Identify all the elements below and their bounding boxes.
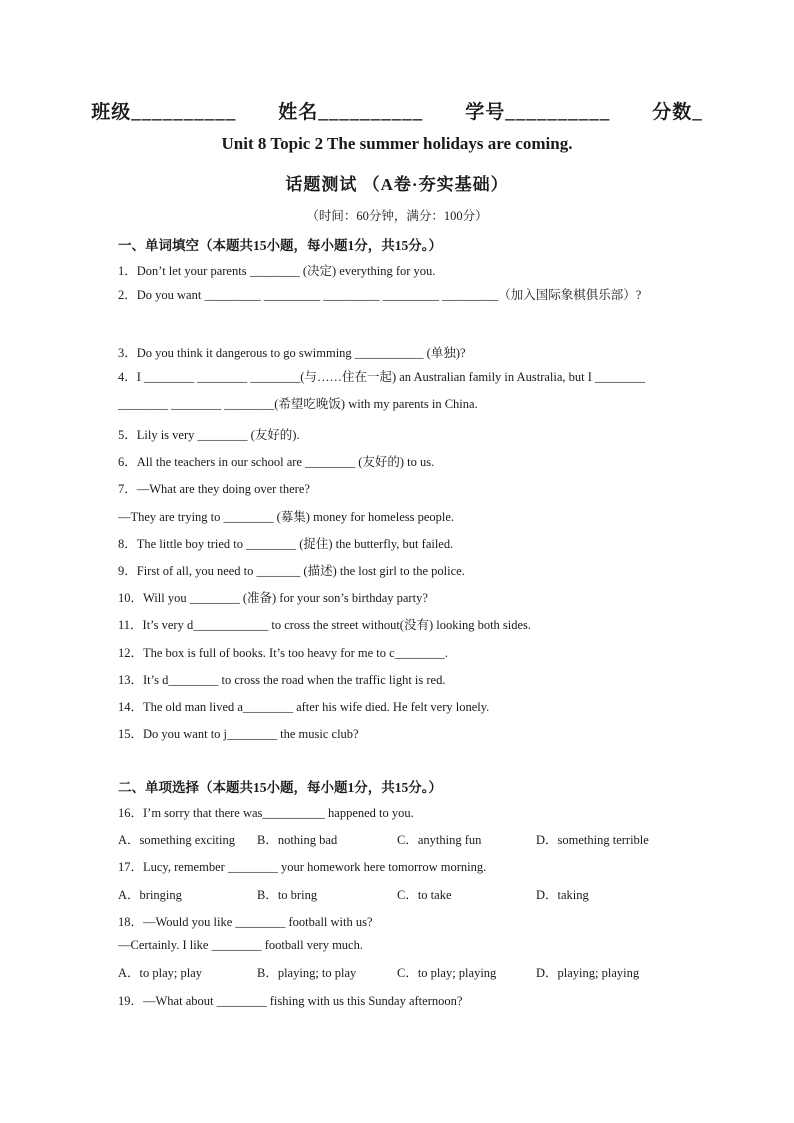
option-d: D．something terrible	[536, 833, 649, 847]
question-14: 14．The old man lived a________ after his wife died. He felt very lonely.	[118, 700, 490, 714]
section1-heading: 一、单词填空（本题共15小题，每小题1分，共15分。）	[118, 238, 442, 253]
option-a: A．something exciting	[118, 833, 235, 847]
option-a: A．bringing	[118, 888, 182, 902]
question-7-answer: —They are trying to ________ (募集) money for homeless people.	[118, 510, 455, 524]
question-18: 18．—Would you like ________ football with us?	[118, 915, 373, 929]
option-b: B．playing; to play	[257, 966, 357, 980]
question-16: 16．I’m sorry that there was__________ happened to you.	[118, 806, 414, 820]
question-6: 6．All the teachers in our school are ________ (友好的) to us.	[118, 455, 435, 469]
question-5: 5．Lily is very ________ (友好的).	[118, 428, 300, 442]
option-c: C．to take	[397, 888, 452, 902]
question-17: 17．Lucy, remember ________ your homework here tomorrow morning.	[118, 860, 487, 874]
page-subtitle: 话题测试 （A卷·夯实基础）	[285, 175, 509, 194]
class-field: 班级__________	[91, 102, 237, 123]
question-11: 11．It’s very d____________ to cross the street without(没有) looking both sides.	[118, 618, 532, 632]
option-d: D．playing; playing	[536, 966, 640, 980]
question-12: 12．The box is full of books. It’s too heavy for me to c________.	[118, 646, 448, 660]
option-c: C．to play; playing	[397, 966, 497, 980]
student-info-header	[0, 97, 794, 124]
option-b: B．nothing bad	[257, 833, 338, 847]
question-18-answer: —Certainly. I like ________ football very much.	[118, 938, 363, 952]
student-number-field: 学号__________	[465, 102, 611, 123]
option-d: D．taking	[536, 888, 589, 902]
question-2: 2．Do you want _________ _________ _________ _________ _________（加入国际象棋俱乐部）?	[118, 288, 642, 302]
question-3: 3．Do you think it dangerous to go swimming ___________ (单独)?	[118, 346, 466, 360]
question-1: 1．Don’t let your parents ________ (决定) everything for you.	[118, 264, 436, 278]
option-b: B．to bring	[257, 888, 318, 902]
time-info: （时间：60分钟，满分：100分）	[306, 209, 488, 223]
score-field: 分数_	[652, 102, 703, 123]
question-15: 15．Do you want to j________ the music club?	[118, 727, 359, 741]
option-c: C．anything fun	[397, 833, 482, 847]
page-title: Unit 8 Topic 2 The summer holidays are coming.	[221, 134, 573, 153]
question-4: 4．I ________ ________ ________(与……住在一起) an Australian family in Australia, but I ________ ________ ________ ________(希望吃晚饭) with my parents in China.	[118, 370, 646, 411]
question-10: 10．Will you ________ (准备) for your son’s birthday party?	[118, 591, 428, 605]
question-8: 8．The little boy tried to ________ (捉住) the butterfly, but failed.	[118, 537, 454, 551]
question-9: 9．First of all, you need to _______ (描述) the lost girl to the police.	[118, 564, 465, 578]
name-field: 姓名__________	[278, 102, 424, 123]
section2-heading: 二、单项选择（本题共15小题，每小题1分，共15分。）	[118, 780, 442, 795]
question-7: 7．—What are they doing over there?	[118, 482, 310, 496]
question-13: 13．It’s d________ to cross the road when the traffic light is red.	[118, 673, 446, 687]
option-a: A．to play; play	[118, 966, 203, 980]
question-19: 19．—What about ________ fishing with us this Sunday afternoon?	[118, 994, 463, 1008]
